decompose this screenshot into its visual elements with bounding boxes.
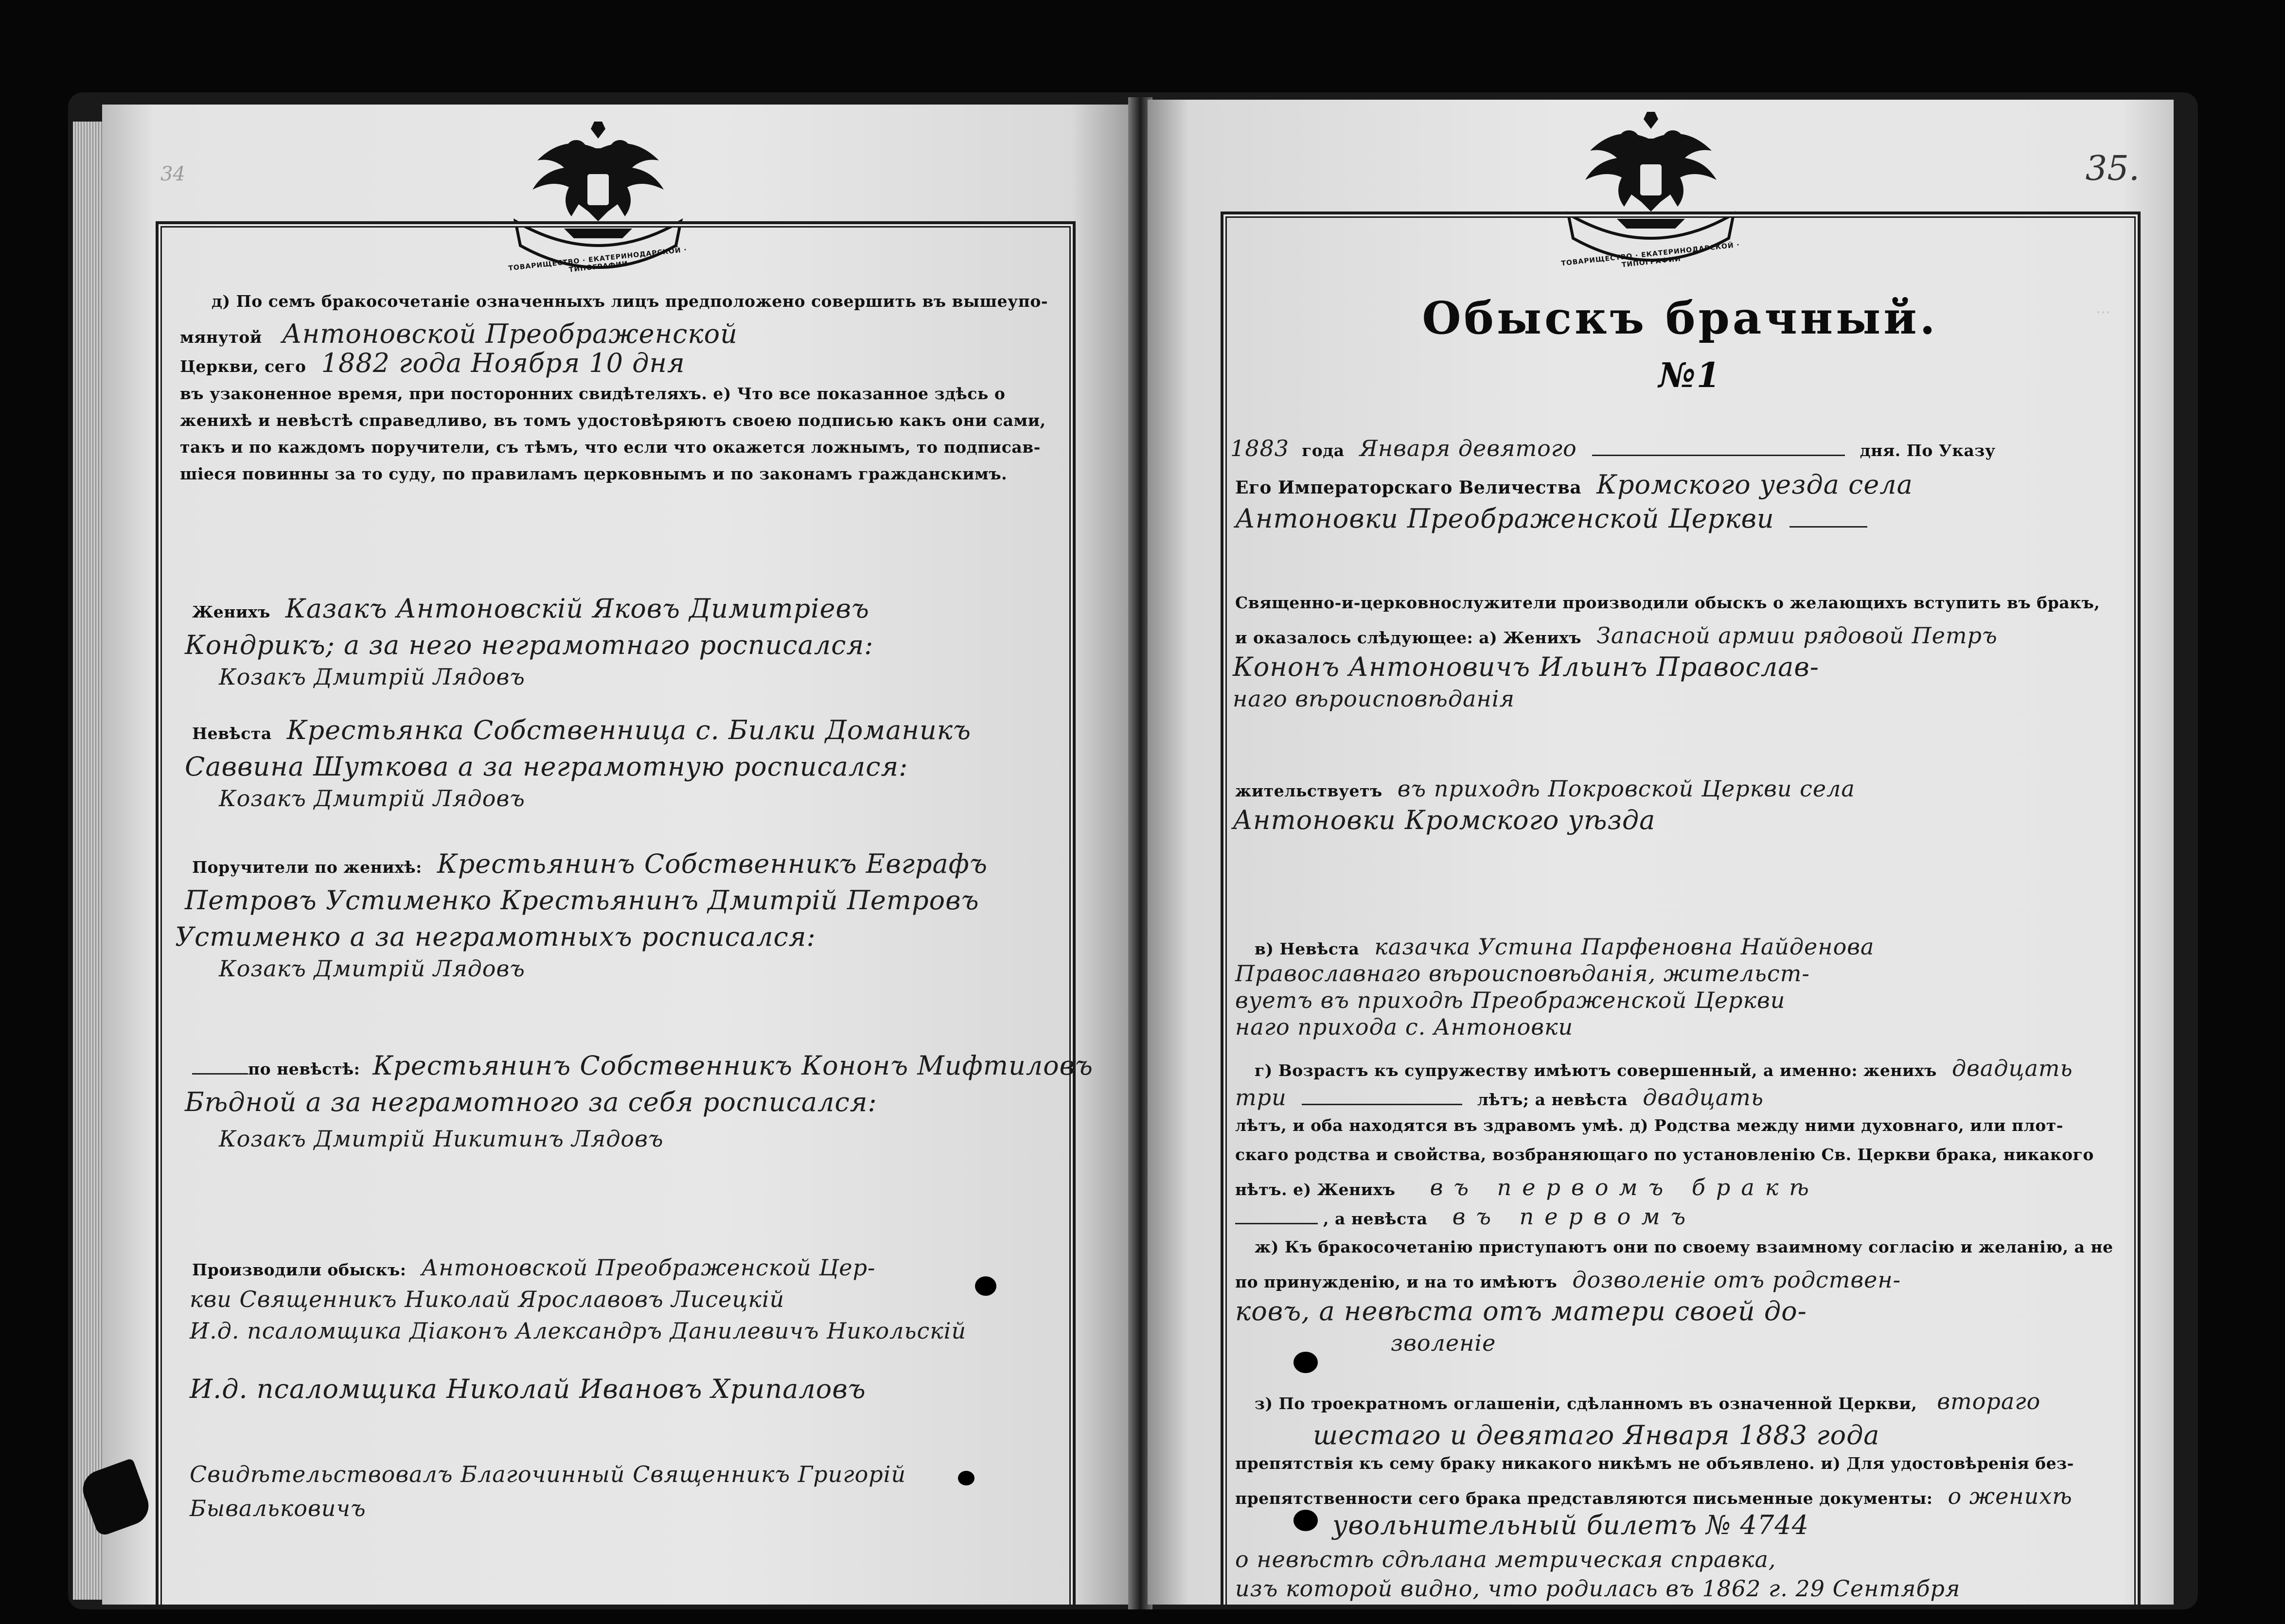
right-p4-line4: наго прихода с. Антоновки [1235,1014,1574,1040]
left-page [102,105,1133,1605]
right-p7-line2: шестаго и девятаго Января 1883 года [1313,1420,1880,1450]
left-p1-line4: въ узаконенное время, при посторонних свидѣтеляхъ. е) Что все показанное здѣсь о [180,384,1006,403]
right-p7-line5: увольнительный билетъ № 4744 [1332,1510,1809,1540]
bride-sureties-line1: по невѣстѣ: Крестьянинъ Собственникъ Кононъ Мифтиловъ [192,1050,1093,1081]
left-p1-line1: д) По семъ бракосочетаніе означенныхъ лицъ предположено совершить въ вышеупо- [212,292,1048,311]
right-p1-line2: Его Императорскаго Величества Кромского уезда села [1235,469,1913,500]
ink-blot [958,1471,974,1485]
document-title: Обыскъ брачный. [1422,292,1938,344]
right-p6-line2: по принужденію, и на то имѣютъ дозволеніе отъ родствен- [1235,1267,1901,1293]
groom-signature: Козакъ Дмитрій Лядовъ [219,664,525,690]
bride-label: Невѣста [192,724,272,743]
groom-sureties-label: Поручители по женихѣ: [192,858,422,877]
right-p4-line1: в) Невѣста казачка Устина Парфеновна Найденова [1255,934,1875,960]
groom-label: Женихъ [192,602,270,621]
right-p4-line3: вуетъ въ приходѣ Преображенской Церкви [1235,987,1786,1013]
right-p2-line3: Кононъ Антоновичъ Ильинъ Православ- [1233,652,1819,682]
right-p4-line2: Православнаго вѣроисповѣданія, жительст- [1235,960,1810,987]
ink-blot [1293,1352,1318,1373]
right-p6-line3: ковъ, а невѣста отъ матери своей до- [1235,1296,1807,1326]
left-p1-line2: мянутой Антоновской Преображенской [180,318,738,349]
right-p5-line5: нѣтъ. е) Женихъ въ первомъ бракѣ [1235,1174,1820,1200]
right-page: 35. ТОВАРИЩЕСТВО · ЕКАТЕРИНОДАРСКОЙ · ТИПОГРАФИИ ⋯ Обыскъ брачный. №1 1883 года Января девятого дня. По Указу Его Императорскаго Величества Кромского уезда села Антоновки Преображенской Церкви Священно-и-церковнослужители производили обыскъ о желающихъ вступить въ бракъ, и оказалось слѣдующее: а) Женихъ Запасной армии рядовой Петръ Кононъ Антоновичъ Ильинъ Православ- наго вѣроисповѣданія жительствуетъ въ приходѣ Покровской Церкви села Антоновки Кромского уѣзда в) Невѣста казачка Устина Парфеновна Найденова Православнаго вѣроисповѣданія, жительст- вуетъ въ приходѣ Преображенской Церкви наго прихода с. Антоновки г) Возрастъ къ супружеству имѣютъ совершенный, а именно: женихъ двадцать три лѣтъ; а невѣста двадцать лѣтъ, и оба находятся въ здравомъ умѣ. д) Родства между ними духовнаго, или плот- скаго родства и свойства, возбраняющаго по установленію Св. Церкви брака, никакого нѣтъ. е) Женихъ въ первомъ бракѣ , а невѣста въ первомъ ж) Къ бракосочетанію приступаютъ они по своему взаимному согласію и желанію, а не по принужденію, и на то имѣютъ дозволеніе отъ родствен- ковъ, а невѣста отъ матери своей до- зволеніе з) По троекратномъ оглашеніи, сдѣланномъ въ означенной Церкви, втораго шестаго и девятаго Января 1883 года препятствія къ сему браку никакого никѣмъ не объявлено. и) Для удостовѣренія без- препятственности сего брака представляются письменные документы: о женихѣ увольнительный билетъ № 4744 о невѣстѣ сдѣлана метрическая справка, изъ которой видно, что родилась въ 1862 г. 29 Сентября [1148,100,2174,1605]
right-p5-line1: г) Возрастъ къ супружеству имѣютъ совершенный, а именно: женихъ двадцать [1255,1055,2073,1081]
conducted-line2: кви Священникъ Николай Ярославовъ Лисецкій [190,1286,785,1312]
right-p2-line1: Священно-и-церковнослужители производили обыскъ о желающихъ вступить въ бракъ, [1235,593,2100,612]
groom-sureties-line1: Поручители по женихѣ: Крестьянинъ Собственникъ Евграфъ [192,848,988,879]
document-number: №1 [1658,355,1721,395]
emblem-ribbon-text: ТОВАРИЩЕСТВО · ЕКАТЕРИНОДАРСКОЙ · ТИПОГРАФИИ [1560,241,1740,269]
right-p5-line2: три лѣтъ; а невѣста двадцать [1235,1084,1764,1111]
right-p5-line4: скаго родства и свойства, возбраняющаго по установленію Св. Церкви брака, никакого [1235,1145,2094,1164]
right-p2-line2: и оказалось слѣдующее: а) Женихъ Запасной армии рядовой Петръ [1235,622,1998,649]
groom-line1: Женихъ Казакъ Антоновскій Яковъ Димитріевъ [192,593,869,624]
emblem-ribbon-text: ТОВАРИЩЕСТВО · ЕКАТЕРИНОДАРСКОЙ · ТИПОГРАФИИ [508,246,688,274]
bride-line2: Саввина Шуткова а за неграмотную росписался: [185,751,908,782]
wedding-date-handwritten: 1882 года Ноября 10 дня [321,348,685,378]
witness-line2: Бывальковичъ [190,1495,366,1521]
witness-line1: Свидѣтельствовалъ Благочинный Священникъ Григорій [190,1461,906,1487]
right-p5-line6: , а невѣста въ первомъ [1235,1203,1696,1230]
bride-line1: Невѣста Крестьянка Собственница с. Билки Доманикъ [192,715,971,745]
conducted-line4: И.д. псаломщика Николай Ивановъ Хрипаловъ [190,1374,866,1404]
right-p7-line6: о невѣстѣ сдѣлана метрическая справка, [1235,1546,1776,1572]
ink-blot [1293,1510,1318,1531]
conducted-label: Производили обыскъ: [192,1260,407,1279]
year-handwritten: 1883 [1230,435,1290,461]
bride-sureties-signature: Козакъ Дмитрій Никитинъ Лядовъ [219,1126,664,1152]
right-p6-line4: зволеніе [1391,1330,1496,1356]
groom-sureties-line3: Устименко а за неграмотныхъ росписался: [175,921,816,952]
left-p1-line7: шіеся повинны за то суду, по правиламъ церковнымъ и по законамъ гражданскимъ. [180,464,1008,483]
right-p3-line1: жительствуетъ въ приходѣ Покровской Церкви села [1235,776,1855,802]
right-p7-line3: препятствія къ сему браку никакого никѣмъ не объявлено. и) Для удостовѣренія без- [1235,1454,2074,1473]
bride-signature: Козакъ Дмитрій Лядовъ [219,785,525,812]
groom-sureties-signature: Козакъ Дмитрій Лядовъ [219,955,525,982]
church-name-handwritten: Антоновской Преображенской [282,318,738,349]
right-p6-line1: ж) Къ бракосочетанію приступаютъ они по своему взаимному согласію и желанію, а не [1255,1237,2113,1256]
right-p1-line1: 1883 года Января девятого дня. По Указу [1230,435,1996,461]
conducted-line3: И.д. псаломщика Діаконъ Александръ Данилевичъ Никольскій [190,1318,967,1344]
right-p3-line2: Антоновки Кромского уѣзда [1233,805,1656,835]
bride-sureties-line2: Бѣдной а за неграмотного за себя росписался: [185,1087,877,1117]
bride-sureties-label: по невѣстѣ: [248,1059,360,1078]
right-p5-line3: лѣтъ, и оба находятся въ здравомъ умѣ. д) Родства между ними духовнаго, или плот- [1235,1116,2064,1135]
left-p1-line5: женихѣ и невѣстѣ справедливо, въ томъ удостовѣряютъ своею подписью какъ они сами, [180,411,1046,430]
right-p7-line7: изъ которой видно, что родилась въ 1862 г. 29 Сентября [1235,1575,1961,1602]
left-p1-line3: Церкви, сего 1882 года Ноября 10 дня [180,348,685,378]
groom-sureties-line2: Петровъ Устименко Крестьянинъ Дмитрій Петровъ [185,885,979,916]
right-p7-line1: з) По троекратномъ оглашеніи, сдѣланномъ въ означенной Церкви, втораго [1255,1388,2041,1414]
groom-line2: Кондрикъ; а за него неграмотнаго росписался: [185,630,874,660]
conducted-line1: Производили обыскъ: Антоновской Преображенской Цер- [192,1254,876,1281]
right-p1-line3: Антоновки Преображенской Церкви [1235,503,1867,534]
right-p7-line4: препятственности сего брака представляются письменные документы: о женихѣ [1235,1483,2072,1509]
ink-blot [975,1276,996,1296]
old-page-number: 34 [160,163,185,185]
page-number: 35. [2085,148,2140,188]
left-p1-line6: такъ и по каждомъ поручители, съ тѣмъ, что если что окажется ложнымъ, то подписав- [180,438,1041,457]
right-p2-line4: наго вѣроисповѣданія [1233,686,1515,712]
